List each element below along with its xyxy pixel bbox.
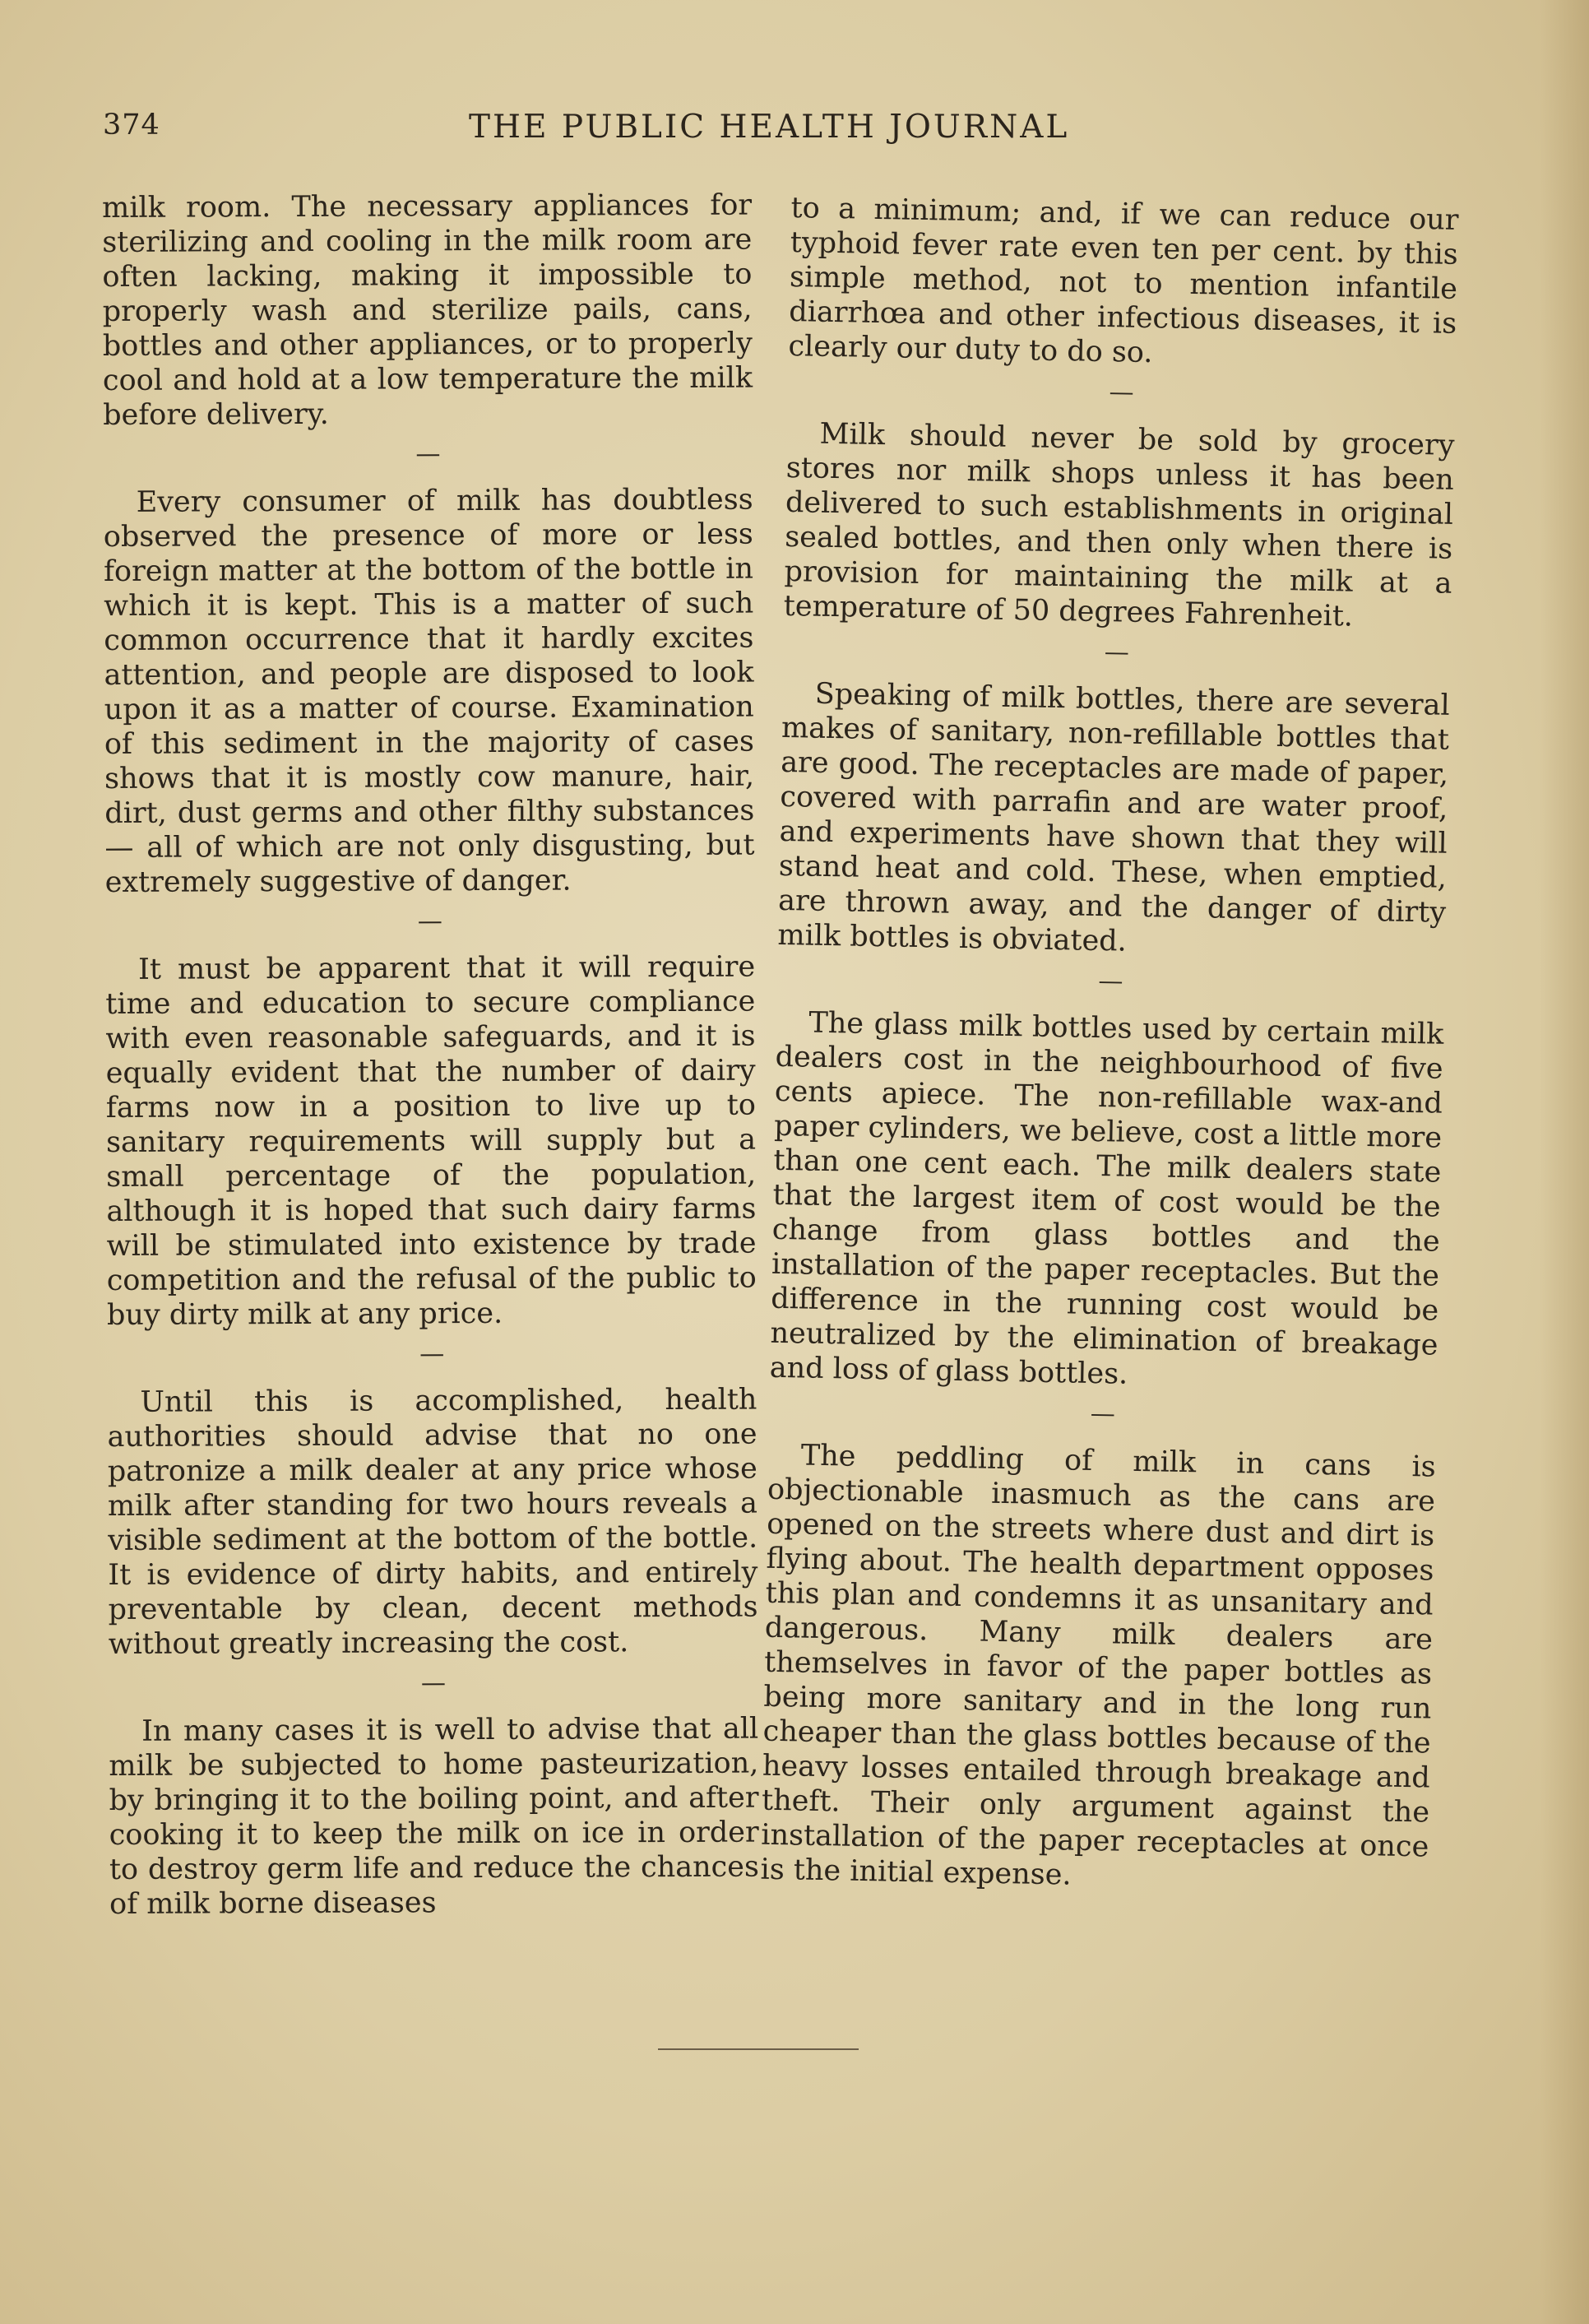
section-separator: —: [417, 907, 442, 936]
section-separator: —: [1104, 638, 1130, 667]
journal-title: THE PUBLIC HEALTH JOURNAL: [469, 109, 1070, 146]
section-separator: —: [1109, 378, 1134, 407]
paragraph: to a minimum; and, if we can reduce our typhoid fever rate even ten per cent. by this simple method, not to mention infantile diarrhœa and other infectious diseases, it is clearly our duty to do so.: [788, 191, 1459, 370]
section-separator: —: [419, 1339, 445, 1369]
paragraph: Every consumer of milk has doubtless observed the presence of more or less foreign matter at the bottom of the bottle in which it is kept. This is a matter of such common occurrence that it hardly excites attention, and people are disposed to look upon it as a matter of course. Examination of this sediment in the majority of cases shows that it is mostly cow manure, hair, dirt, dust germs and other filthy substances — all of which are not only disgusting, but extremely suggestive of danger.: [103, 483, 755, 899]
paragraph: The peddling of milk in cans is objectionable inasmuch as the cans are opened on the streets where dust and dirt is flying about. The health department opposes this plan and condemns it as unsanitary and dangerous. Many milk dealers are themselves in favor of the paper bottles as being more sanitary and in the long run cheaper than the glass bottles because of the heavy losses entailed through breakage and theft. Their only argument against the installation of the paper receptacles at once is the initial expense.: [760, 1439, 1437, 1892]
right-column: [760, 191, 1459, 1900]
paragraph: Milk should never be sold by grocery stores nor milk shops unless it has been delivered to such establishments in original sealed bottles, and then only when there is provision for maintaining the milk at a temperature of 50 degrees Fahrenheit.: [783, 417, 1455, 633]
paragraph: milk room. The necessary appliances for sterilizing and cooling in the milk room are often lacking, making it impossible to properly wash and sterilize pails, cans, bottles and other appliances, or to properly cool and hold at a low temperature the milk before delivery.: [102, 188, 753, 432]
end-rule: [658, 2048, 859, 2050]
section-separator: —: [1098, 967, 1123, 996]
section-separator: —: [1090, 1399, 1116, 1429]
page-edge-shadow: [1540, 0, 1589, 2324]
left-column: [102, 188, 759, 1922]
page-header: [99, 109, 1464, 158]
paragraph: Until this is accomplished, health authorities should advise that no one patronize a milk dealer at any price whose milk after standing for two hours reveals a visible sediment at the bottom of the bottle. It is evidence of dirty habits, and entirely preventable by clean, decent methods without greatly increasing the cost.: [107, 1383, 758, 1661]
paragraph: The glass milk bottles used by certain milk dealers cost in the neighbourhood of five cents apiece. The non-refillable wax-and paper cylinders, we believe, cost a little more than one cent each. The milk dealers state that the largest item of cost would be the change from glass bottles and the installation of the paper receptacles. But the difference in the running cost would be neutralized by the elimination of breakage and loss of glass bottles.: [769, 1006, 1444, 1391]
paragraph: It must be apparent that it will require time and education to secure compliance with even reasonable safeguards, and it is equally evident that the number of dairy farms now in a position to live up to sanitary requirements will supply but a small percentage of the population, although it is hoped that such dairy farms will be stimulated into existence by trade competition and the refusal of the public to buy dirty milk at any price.: [105, 950, 757, 1332]
page-number: 374: [103, 109, 160, 141]
section-separator: —: [420, 1668, 446, 1698]
section-separator: —: [415, 439, 441, 469]
paragraph: Speaking of milk bottles, there are several makes of sanitary, non-refillable bottles that are good. The receptacles are made of paper, covered with parrafin and are water proof, and experiments have shown that they will stand heat and cold. These, when emptied, are thrown away, and the danger of dirty milk bottles is obviated.: [777, 677, 1451, 958]
paragraph: In many cases it is well to advise that all milk be subjected to home pasteurization, by bringing it to the boiling point, and after cooking it to keep the milk on ice in order to destroy germ life and reduce the chances of milk borne diseases: [109, 1712, 759, 1921]
